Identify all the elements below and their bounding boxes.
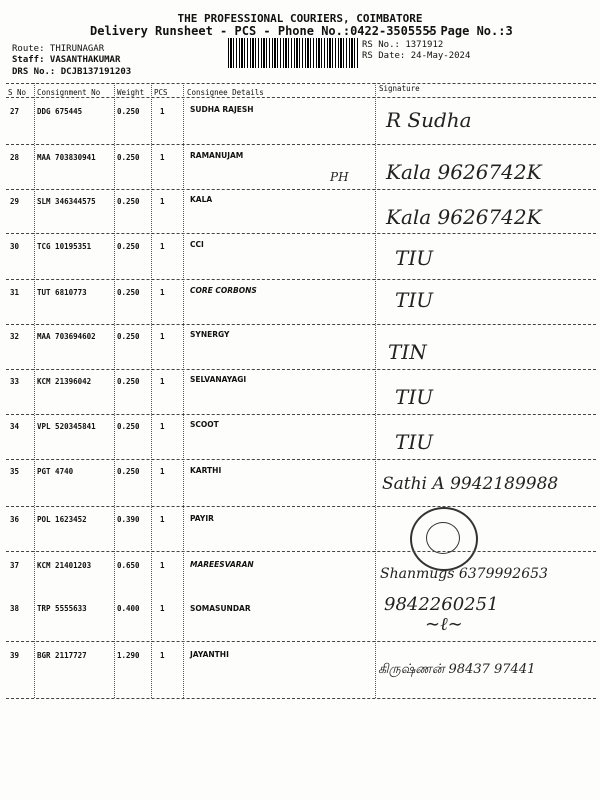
row-signature: R Sudha [386, 108, 472, 132]
col-header-weight: Weight [117, 88, 145, 97]
row-weight: 0.250 [117, 377, 140, 386]
row-weight: 0.250 [117, 107, 140, 116]
row-divider [6, 414, 596, 415]
barcode [228, 38, 360, 68]
row-sno: 37 [10, 561, 20, 570]
row-signature: TIU [395, 385, 434, 409]
row-signature: Sathi A 9942189988 [382, 474, 559, 494]
row-pcs: 1 [160, 197, 165, 206]
row-consignment: MAA 703830941 [37, 153, 96, 162]
row-weight: 0.250 [117, 242, 140, 251]
company-title: THE PROFESSIONAL COURIERS, COIMBATORE [177, 12, 423, 25]
row-weight: 1.290 [117, 651, 140, 660]
row-sno: 29 [10, 197, 20, 206]
col-divider [183, 83, 184, 698]
header-bottom-rule [6, 97, 596, 98]
row-signature: Kala 9626742K [386, 205, 542, 229]
col-divider [151, 83, 152, 698]
table-bottom-rule [6, 698, 596, 699]
row-sno: 28 [10, 153, 20, 162]
row-divider [6, 641, 596, 642]
row-divider [6, 459, 596, 460]
row-consignment: MAA 703694602 [37, 332, 96, 341]
row-consignee: KARTHI [190, 466, 222, 475]
row-pcs: 1 [160, 153, 165, 162]
row-consignment: VPL 520345841 [37, 422, 96, 431]
col-header-consignment: Consignment No [37, 88, 101, 97]
col-header-consignee: Consignee Details [187, 88, 264, 97]
row-weight: 0.250 [117, 467, 140, 476]
row-sno: 31 [10, 288, 20, 297]
row-divider [6, 551, 596, 552]
row-consignee: JAYANTHI [190, 650, 229, 659]
rs-date: RS Date: 24-May-2024 [362, 51, 471, 61]
row-pcs: 1 [160, 242, 165, 251]
row-divider [6, 189, 596, 190]
col-header-pcs: PCS [154, 88, 168, 97]
page-number: - Page No.:3 [426, 24, 513, 38]
row-signature: Shanmugs 6379992653 [380, 566, 548, 582]
row-divider [6, 324, 596, 325]
row-sno: 32 [10, 332, 20, 341]
col-divider [375, 83, 376, 698]
row-sno: 38 [10, 604, 20, 613]
row-consignee: SUDHA RAJESH [190, 105, 254, 114]
route-label: Route: THIRUNAGAR [12, 44, 105, 54]
row-divider [6, 506, 596, 507]
row-consignment: PGT 4740 [37, 467, 74, 476]
row-sno: 35 [10, 467, 20, 476]
row-divider [6, 279, 596, 280]
row-consignment: BGR 2117727 [37, 651, 87, 660]
row-consignment: DDG 675445 [37, 107, 83, 116]
staff-label: Staff: VASANTHAKUMAR [12, 55, 121, 65]
scribble-mark: ∼ℓ∼ [425, 614, 463, 635]
row-consignee: KALA [190, 195, 213, 204]
col-header-signature: Signature [379, 84, 420, 93]
row-pcs: 1 [160, 422, 165, 431]
row-consignee: SELVANAYAGI [190, 375, 247, 384]
row-pcs: 1 [160, 604, 165, 613]
rs-number: RS No.: 1371912 [362, 40, 444, 50]
row-divider [6, 144, 596, 145]
header-top-rule [6, 83, 596, 84]
row-consignee: CCI [190, 240, 204, 249]
row-sno: 27 [10, 107, 20, 116]
row-weight: 0.250 [117, 288, 140, 297]
row-pcs: 1 [160, 332, 165, 341]
row-weight: 0.400 [117, 604, 140, 613]
row-pcs: 1 [160, 561, 165, 570]
row-signature: TIU [395, 288, 434, 312]
row-weight: 0.390 [117, 515, 140, 524]
row-sno: 39 [10, 651, 20, 660]
row-consignee: SYNERGY [190, 330, 230, 339]
row-sno: 33 [10, 377, 20, 386]
row-weight: 0.250 [117, 422, 140, 431]
company-stamp-inner [426, 522, 460, 554]
row-consignee: SOMASUNDAR [190, 604, 251, 613]
row-consignment: TUT 6810773 [37, 288, 87, 297]
row-consignment: POL 1623452 [37, 515, 87, 524]
row-consignee: RAMANUJAM [190, 151, 244, 160]
row-signature: கிருஷ்ணன் 98437 97441 [378, 662, 536, 677]
row-consignment: KCM 21401203 [37, 561, 92, 570]
row-consignment: KCM 21396042 [37, 377, 92, 386]
row-pcs: 1 [160, 651, 165, 660]
row-pcs: 1 [160, 467, 165, 476]
row-sno: 34 [10, 422, 20, 431]
row-consignee: PAYIR [190, 514, 214, 523]
ph-annotation: PH [330, 170, 349, 184]
row-signature: TIU [395, 246, 434, 270]
row-sno: 30 [10, 242, 20, 251]
row-signature: 9842260251 [384, 594, 499, 615]
drs-number: DRS No.: DCJB137191203 [12, 67, 132, 77]
row-weight: 0.250 [117, 332, 140, 341]
row-signature: Kala 9626742K [386, 160, 542, 184]
runsheet-subtitle: Delivery Runsheet - PCS - Phone No.:0422-3505555 [90, 24, 437, 38]
row-signature: TIN [388, 340, 427, 364]
row-pcs: 1 [160, 288, 165, 297]
row-consignee: MAREESVARAN [190, 560, 254, 569]
row-consignment: TRP 5555633 [37, 604, 87, 613]
row-divider [6, 369, 596, 370]
row-weight: 0.650 [117, 561, 140, 570]
col-divider [114, 83, 115, 698]
row-pcs: 1 [160, 377, 165, 386]
row-divider [6, 233, 596, 234]
row-consignment: TCG 10195351 [37, 242, 92, 251]
row-weight: 0.250 [117, 153, 140, 162]
row-pcs: 1 [160, 515, 165, 524]
row-sno: 36 [10, 515, 20, 524]
col-divider [34, 83, 35, 698]
row-weight: 0.250 [117, 197, 140, 206]
row-consignee: CORE CORBONS [190, 286, 257, 295]
row-signature: TIU [395, 430, 434, 454]
row-pcs: 1 [160, 107, 165, 116]
col-header-sno: S No [8, 88, 27, 97]
row-consignee: SCOOT [190, 420, 219, 429]
row-consignment: SLM 346344575 [37, 197, 96, 206]
